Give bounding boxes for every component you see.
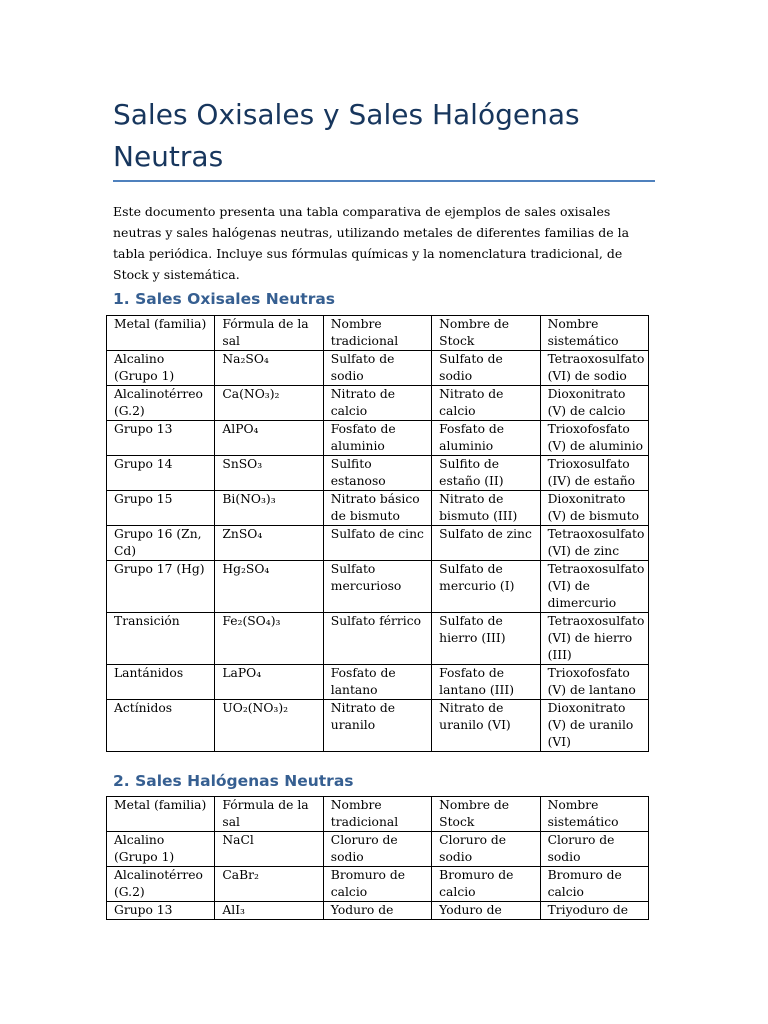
cell-nombre-tradicional: Fosfato de aluminio <box>323 421 431 456</box>
table-header-row <box>107 316 649 351</box>
header-cell-formula: Fórmula de la sal <box>215 316 323 351</box>
cell-nombre-stock: Fosfato de lantano (III) <box>432 665 540 700</box>
cell-metal: Alcalinotérreo (G.2) <box>107 867 215 902</box>
cell-metal: Grupo 13 <box>107 902 215 920</box>
cell-nombre-stock: Nitrato de bismuto (III) <box>432 491 540 526</box>
table-row <box>107 613 649 665</box>
cell-nombre-stock: Nitrato de calcio <box>432 386 540 421</box>
title-divider <box>113 180 655 182</box>
halogenas-table <box>106 796 649 920</box>
cell-formula: ZnSO₄ <box>215 526 323 561</box>
cell-nombre-sistematico: Dioxonitrato (V) de calcio <box>540 386 648 421</box>
table-row <box>107 700 649 752</box>
cell-nombre-stock: Sulfato de mercurio (I) <box>432 561 540 613</box>
cell-nombre-sistematico: Cloruro de sodio <box>540 832 648 867</box>
cell-nombre-tradicional: Sulfato mercurioso <box>323 561 431 613</box>
document-title: Sales Oxisales y Sales Halógenas Neutras <box>113 98 580 173</box>
cell-metal: Grupo 14 <box>107 456 215 491</box>
table-row <box>107 832 649 867</box>
cell-formula: NaCl <box>215 832 323 867</box>
cell-nombre-tradicional: Sulfato de cinc <box>323 526 431 561</box>
cell-nombre-stock: Cloruro de sodio <box>432 832 540 867</box>
cell-metal: Grupo 15 <box>107 491 215 526</box>
cell-formula: SnSO₃ <box>215 456 323 491</box>
cell-metal: Grupo 17 (Hg) <box>107 561 215 613</box>
cell-nombre-sistematico: Tetraoxosulfato (VI) de hierro (III) <box>540 613 648 665</box>
table-row <box>107 867 649 902</box>
cell-nombre-sistematico: Dioxonitrato (V) de uranilo (VI) <box>540 700 648 752</box>
cell-nombre-stock: Sulfato de sodio <box>432 351 540 386</box>
cell-formula: AlPO₄ <box>215 421 323 456</box>
cell-nombre-stock: Sulfito de estaño (II) <box>432 456 540 491</box>
cell-nombre-sistematico: Triyoduro de <box>540 902 648 920</box>
cell-nombre-tradicional: Nitrato básico de bismuto <box>323 491 431 526</box>
cell-nombre-tradicional: Fosfato de lantano <box>323 665 431 700</box>
table-row <box>107 902 649 920</box>
table-row <box>107 351 649 386</box>
header-cell-nombre-sistematico: Nombre sistemático <box>540 797 648 832</box>
cell-metal: Lantánidos <box>107 665 215 700</box>
cell-formula: CaBr₂ <box>215 867 323 902</box>
cell-formula: Ca(NO₃)₂ <box>215 386 323 421</box>
cell-metal: Grupo 16 (Zn, Cd) <box>107 526 215 561</box>
cell-nombre-stock: Fosfato de aluminio <box>432 421 540 456</box>
cell-metal: Transición <box>107 613 215 665</box>
cell-metal: Actínidos <box>107 700 215 752</box>
cell-nombre-sistematico: Trioxosulfato (IV) de estaño <box>540 456 648 491</box>
cell-metal: Grupo 13 <box>107 421 215 456</box>
cell-nombre-tradicional: Nitrato de calcio <box>323 386 431 421</box>
header-cell-metal: Metal (familia) <box>107 316 215 351</box>
table-header-row <box>107 797 649 832</box>
header-cell-nombre-tradicional: Nombre tradicional <box>323 797 431 832</box>
header-cell-nombre-sistematico: Nombre sistemático <box>540 316 648 351</box>
table-row <box>107 386 649 421</box>
cell-nombre-tradicional: Sulfato férrico <box>323 613 431 665</box>
header-cell-formula: Fórmula de la sal <box>215 797 323 832</box>
table-row <box>107 526 649 561</box>
cell-nombre-tradicional: Nitrato de uranilo <box>323 700 431 752</box>
cell-nombre-stock: Bromuro de calcio <box>432 867 540 902</box>
cell-nombre-sistematico: Trioxofosfato (V) de aluminio <box>540 421 648 456</box>
header-cell-nombre-stock: Nombre de Stock <box>432 797 540 832</box>
table-row <box>107 665 649 700</box>
cell-formula: Hg₂SO₄ <box>215 561 323 613</box>
cell-nombre-tradicional: Sulfito estanoso <box>323 456 431 491</box>
header-cell-nombre-stock: Nombre de Stock <box>432 316 540 351</box>
section-heading-halogenas: 2. Sales Halógenas Neutras <box>113 772 354 790</box>
table-row <box>107 421 649 456</box>
cell-nombre-sistematico: Tetraoxosulfato (VI) de dimercurio <box>540 561 648 613</box>
cell-nombre-stock: Yoduro de <box>432 902 540 920</box>
cell-nombre-tradicional: Sulfato de sodio <box>323 351 431 386</box>
cell-nombre-tradicional: Cloruro de sodio <box>323 832 431 867</box>
cell-nombre-sistematico: Tetraoxosulfato (VI) de zinc <box>540 526 648 561</box>
table-row <box>107 561 649 613</box>
cell-nombre-stock: Nitrato de uranilo (VI) <box>432 700 540 752</box>
cell-formula: Bi(NO₃)₃ <box>215 491 323 526</box>
cell-formula: Fe₂(SO₄)₃ <box>215 613 323 665</box>
cell-nombre-tradicional: Yoduro de <box>323 902 431 920</box>
cell-formula: AlI₃ <box>215 902 323 920</box>
cell-metal: Alcalinotérreo (G.2) <box>107 386 215 421</box>
cell-nombre-sistematico: Tetraoxosulfato (VI) de sodio <box>540 351 648 386</box>
cell-nombre-sistematico: Bromuro de calcio <box>540 867 648 902</box>
cell-metal: Alcalino (Grupo 1) <box>107 832 215 867</box>
cell-formula: Na₂SO₄ <box>215 351 323 386</box>
cell-nombre-tradicional: Bromuro de calcio <box>323 867 431 902</box>
cell-nombre-stock: Sulfato de zinc <box>432 526 540 561</box>
oxisales-table <box>106 315 649 752</box>
cell-metal: Alcalino (Grupo 1) <box>107 351 215 386</box>
table-row <box>107 456 649 491</box>
cell-formula: UO₂(NO₃)₂ <box>215 700 323 752</box>
section-heading-oxisales: 1. Sales Oxisales Neutras <box>113 290 336 308</box>
cell-formula: LaPO₄ <box>215 665 323 700</box>
intro-paragraph: Este documento presenta una tabla comparativa de ejemplos de sales oxisales neutras y sales halógenas neutras, utilizando metales de diferentes familias de la tabla periódica. Incluye sus fórmulas químicas y la nomenclatura tradicional, de Stock y sistemática. <box>113 204 630 282</box>
header-cell-nombre-tradicional: Nombre tradicional <box>323 316 431 351</box>
table-row <box>107 491 649 526</box>
header-cell-metal: Metal (familia) <box>107 797 215 832</box>
cell-nombre-stock: Sulfato de hierro (III) <box>432 613 540 665</box>
cell-nombre-sistematico: Dioxonitrato (V) de bismuto <box>540 491 648 526</box>
cell-nombre-sistematico: Trioxofosfato (V) de lantano <box>540 665 648 700</box>
